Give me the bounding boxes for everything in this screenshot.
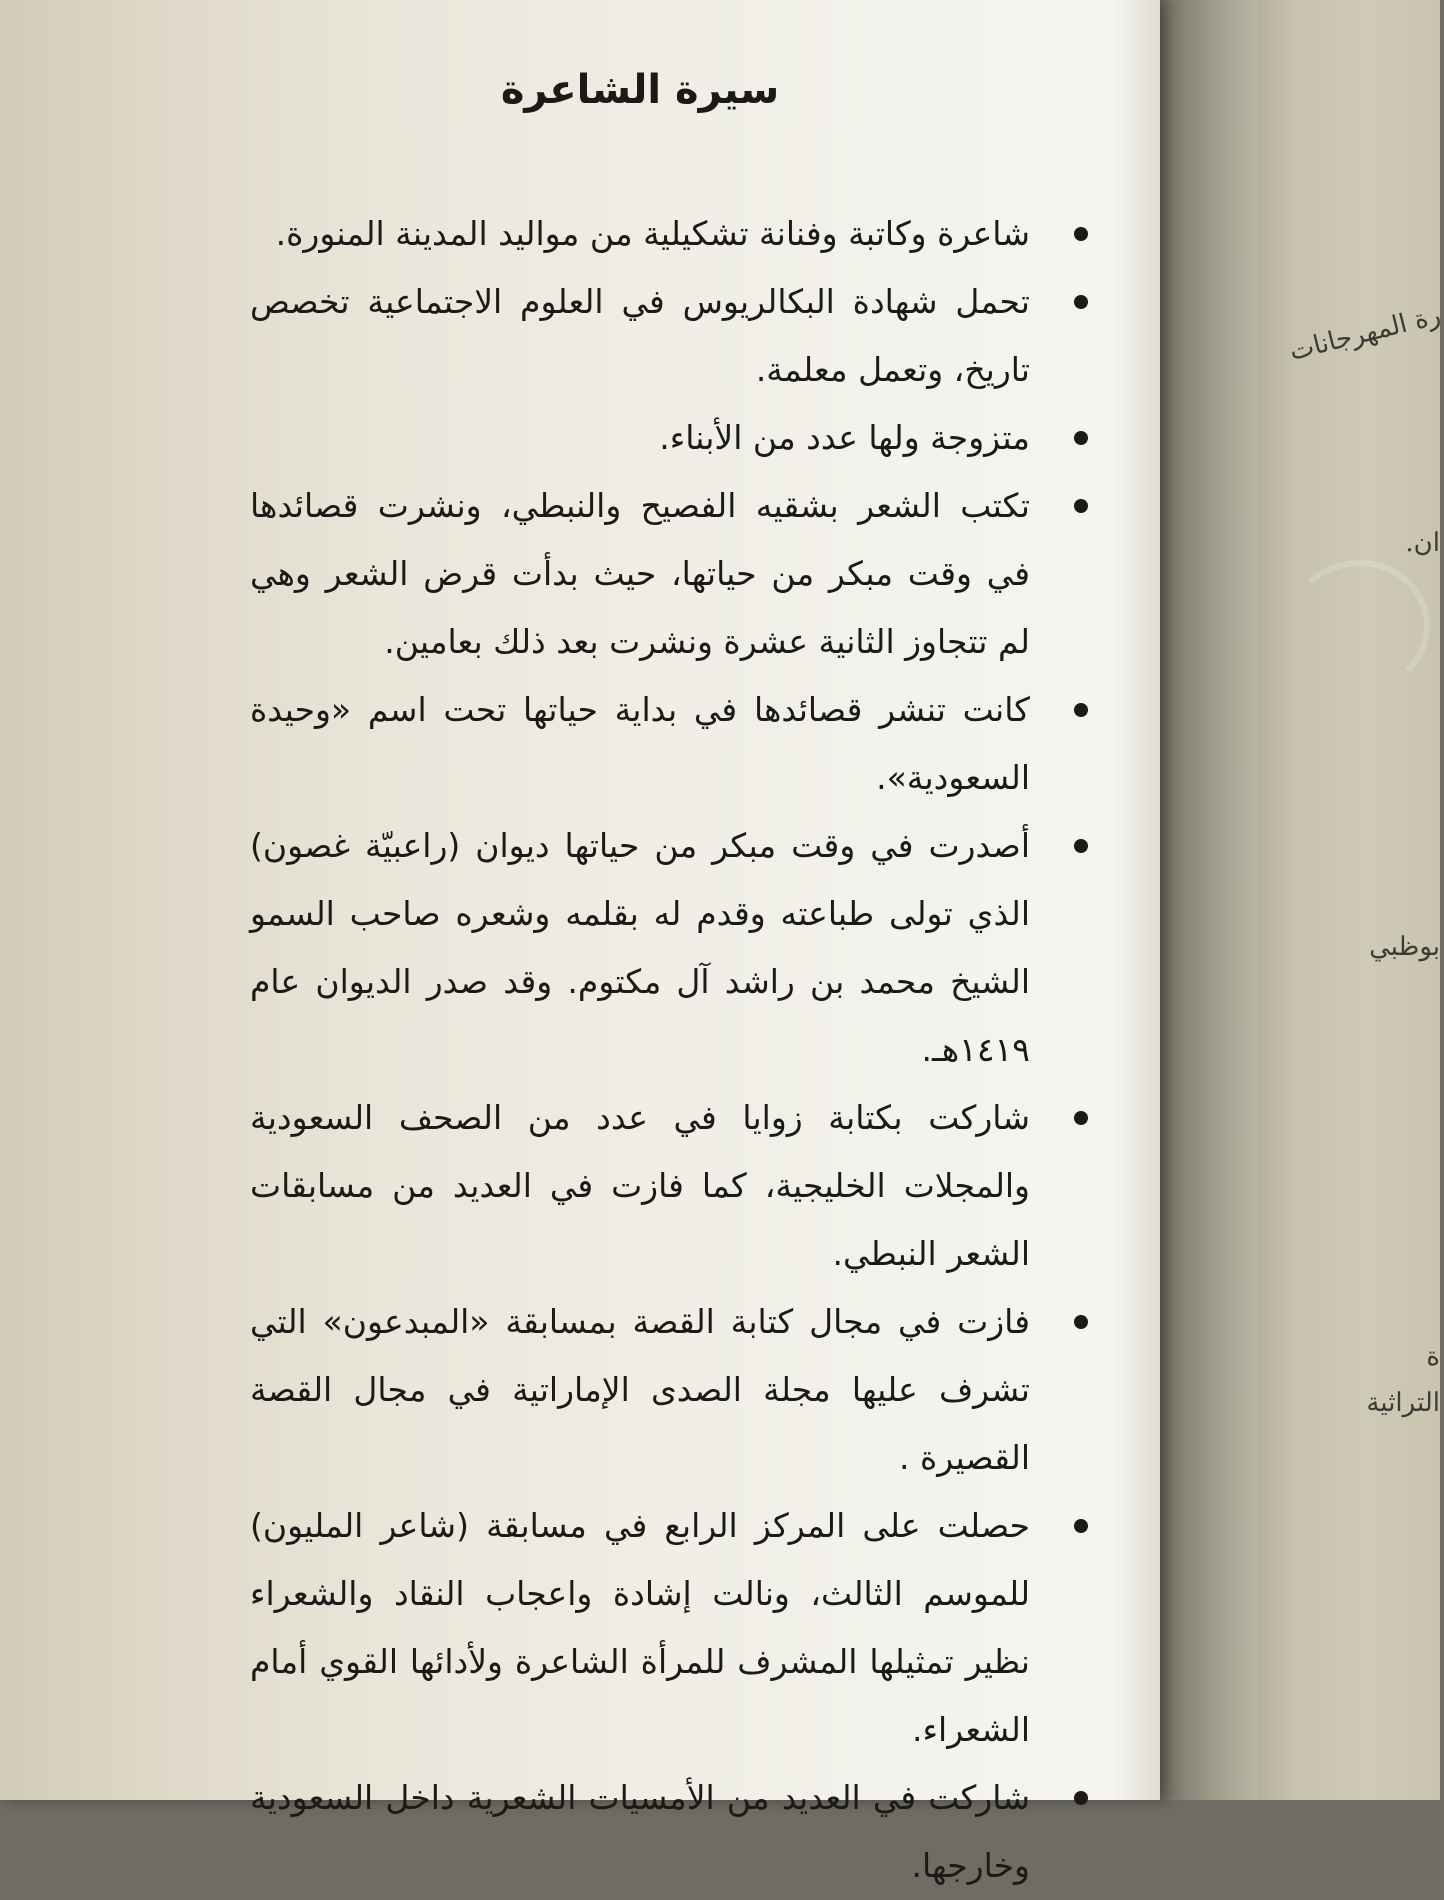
bullet-icon [1074,1315,1088,1329]
bullet-icon [1074,1111,1088,1125]
bio-item-text: تحمل شهادة البكالريوس في العلوم الاجتماعية تخصص تاريخ، وتعمل معلمة. [250,282,1030,389]
bio-item-text: تكتب الشعر بشقيه الفصيح والنبطي، ونشرت قصائدها في وقت مبكر من حياتها، حيث بدأت قرض الشعر وهي لم تتجاوز الثانية عشرة ونشرت بعد ذلك بعامين. [250,486,1030,661]
bio-item [250,268,1090,404]
bullet-icon [1074,431,1088,445]
bio-item-text: أصدرت في وقت مبكر من حياتها ديوان (راعبيّة غصون) الذي تولى طباعته وقدم له بقلمه وشعره صاحب السمو الشيخ محمد بن راشد آل مكتوم. وقد صدر الديوان عام ١٤١٩هـ. [250,826,1030,1069]
bullet-icon [1074,499,1088,513]
facing-page-text: رة المهرجانات [1286,300,1444,367]
bio-item [250,200,1090,268]
bio-item [250,1492,1090,1764]
bio-item [250,812,1090,1084]
facing-page [1258,0,1444,1800]
bullet-icon [1074,295,1088,309]
bio-item [250,1764,1090,1900]
facing-page-text: ة [1426,1342,1440,1372]
faint-decoration [1288,560,1430,692]
bio-item-text: شاركت في العديد من الأمسيات الشعرية داخل السعودية وخارجها. [250,1778,1030,1885]
bullet-icon [1074,1791,1088,1805]
bio-item-text: شاعرة وكاتبة وفنانة تشكيلية من مواليد المدينة المنورة. [275,214,1030,253]
bio-item [250,1288,1090,1492]
bio-item-text: شاركت بكتابة زوايا في عدد من الصحف السعودية والمجلات الخليجية، كما فازت في العديد من مسابقات الشعر النبطي. [250,1098,1030,1273]
bullet-icon [1074,839,1088,853]
bio-item-text: متزوجة ولها عدد من الأبناء. [659,418,1030,457]
facing-page-text: ان. [1405,528,1440,558]
bio-list [250,200,1090,1900]
bio-item [250,472,1090,676]
bio-item [250,676,1090,812]
page-content [250,60,1090,1900]
facing-page-text: بوظبي [1369,932,1440,962]
bullet-icon [1074,227,1088,241]
bio-item-text: فازت في مجال كتابة القصة بمسابقة «المبدعون» التي تشرف عليها مجلة الصدى الإماراتية في مجال القصة القصيرة . [250,1302,1030,1477]
bullet-icon [1074,1519,1088,1533]
book-gutter [1158,0,1258,1800]
page-title: سيرة الشاعرة [500,67,780,113]
bio-item [250,404,1090,472]
bullet-icon [1074,703,1088,717]
facing-page-text: التراثية [1366,1388,1440,1418]
bio-item [250,1084,1090,1288]
bio-item-text: كانت تنشر قصائدها في بداية حياتها تحت اسم «وحيدة السعودية». [250,690,1030,797]
bio-item-text: حصلت على المركز الرابع في مسابقة (شاعر المليون) للموسم الثالث، ونالت إشادة واعجاب النقاد والشعراء نظير تمثيلها المشرف للمرأة الشاعرة ولأدائها القوي أمام الشعراء. [250,1506,1030,1749]
